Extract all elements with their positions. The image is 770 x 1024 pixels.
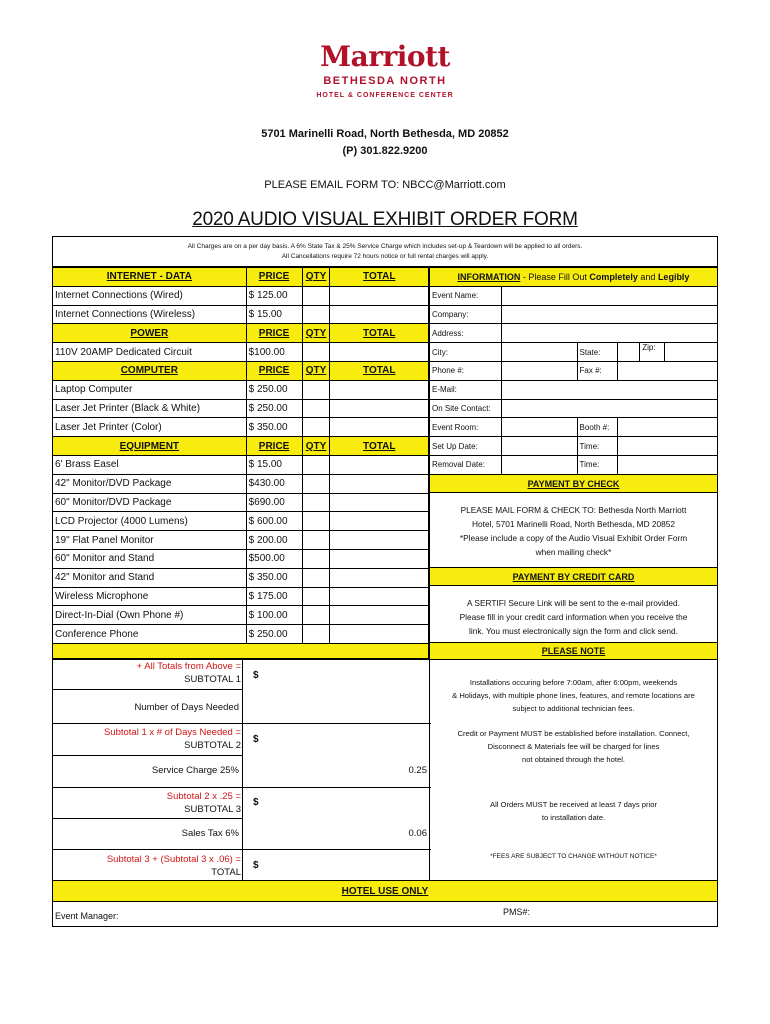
subtotal3-formula: Subtotal 2 x .25 =	[166, 791, 241, 802]
removal-date-field[interactable]	[501, 455, 577, 474]
item-price: $ 100.00	[246, 606, 302, 625]
total-field[interactable]	[330, 568, 429, 587]
total-field[interactable]	[330, 380, 429, 399]
subtotal2-label	[53, 726, 241, 752]
table-row	[53, 455, 429, 474]
qty-header: QTY	[302, 324, 330, 343]
spacer-row	[53, 643, 429, 658]
computer-header	[53, 361, 429, 380]
subtotal3-label	[53, 790, 241, 816]
information-completely: Completely	[589, 271, 638, 282]
payment-check-header: PAYMENT BY CHECK	[429, 474, 718, 493]
qty-field[interactable]	[302, 531, 330, 550]
charges-notice	[52, 236, 718, 267]
note-paragraph-1	[430, 676, 717, 715]
note-line: not obtained through the hotel.	[521, 755, 626, 764]
event-room-field[interactable]	[501, 418, 577, 437]
item-price: $ 350.00	[246, 568, 302, 587]
table-row	[53, 399, 429, 418]
email-field[interactable]	[501, 380, 717, 399]
payment-check-line: when mailing check*	[535, 547, 612, 557]
logo-line2: HOTEL & CONFERENCE CENTER	[316, 92, 454, 99]
sales-tax-label: Sales Tax 6%	[181, 828, 239, 839]
item-price: $ 15.00	[246, 455, 302, 474]
item-name: 110V 20AMP Dedicated Circuit	[53, 343, 247, 362]
information-and: and	[637, 271, 658, 282]
note-line: subject to additional technician fees.	[512, 704, 635, 713]
subtotal2-dollar: $	[253, 734, 259, 745]
qty-field[interactable]	[302, 512, 330, 531]
price-header: PRICE	[246, 268, 302, 287]
power-title: POWER	[53, 324, 247, 343]
item-name: 60" Monitor/DVD Package	[53, 493, 247, 512]
internet-header	[53, 268, 429, 287]
item-name: Laptop Computer	[53, 380, 247, 399]
removal-date-label: Removal Date:	[430, 455, 502, 474]
information-subtitle: - Please Fill Out	[520, 271, 590, 282]
item-name: LCD Projector (4000 Lumens)	[53, 512, 247, 531]
subtotal3-dollar: $	[253, 797, 259, 808]
item-price: $100.00	[246, 343, 302, 362]
address-street: 5701 Marinelli Road, North Bethesda, MD 20852	[261, 128, 509, 140]
item-name: Direct-In-Dial (Own Phone #)	[53, 606, 247, 625]
qty-field[interactable]	[302, 286, 330, 305]
totals-block	[52, 659, 430, 881]
total-field[interactable]	[330, 286, 429, 305]
company-field[interactable]	[501, 305, 717, 324]
payment-card-line: link. You must electronically sign the form and click send.	[469, 626, 678, 636]
table-row	[53, 531, 429, 550]
qty-field[interactable]	[302, 493, 330, 512]
note-line: Disconnect & Materials fee will be charged for lines	[487, 742, 660, 751]
total-dollar: $	[253, 860, 259, 871]
total-header: TOTAL	[330, 361, 429, 380]
item-price: $430.00	[246, 474, 302, 493]
equipment-title: EQUIPMENT	[53, 437, 247, 456]
payment-check-line: PLEASE MAIL FORM & CHECK TO: Bethesda North Marriott	[460, 505, 687, 515]
subtotal2-caption: SUBTOTAL 2	[184, 740, 241, 751]
days-label: Number of Days Needed	[134, 702, 239, 713]
state-label: State:	[577, 343, 617, 362]
note-paragraph-2	[430, 727, 717, 766]
item-name: 19" Flat Panel Monitor	[53, 531, 247, 550]
removal-time-label: Time:	[577, 455, 617, 474]
price-header: PRICE	[246, 437, 302, 456]
fax-field[interactable]	[617, 361, 718, 380]
item-name: 42" Monitor and Stand	[53, 568, 247, 587]
table-row	[53, 568, 429, 587]
note-line: Installations occuring before 7:00am, after 6:00pm, weekends	[469, 678, 678, 687]
total-field[interactable]	[330, 474, 429, 493]
item-price: $ 250.00	[246, 625, 302, 644]
booth-label: Booth #:	[577, 418, 617, 437]
qty-field[interactable]	[302, 549, 330, 568]
logo-line1: BETHESDA NORTH	[323, 75, 447, 87]
note-paragraph-3	[430, 798, 717, 824]
item-name: Laser Jet Printer (Color)	[53, 418, 247, 437]
onsite-contact-label: On Site Contact:	[430, 399, 502, 418]
service-charge-label: Service Charge 25%	[151, 765, 239, 776]
item-name: Wireless Microphone	[53, 587, 247, 606]
qty-field[interactable]	[302, 587, 330, 606]
total-field[interactable]	[330, 418, 429, 437]
table-row	[53, 549, 429, 568]
total-field[interactable]	[330, 606, 429, 625]
items-table	[52, 267, 429, 659]
qty-field[interactable]	[302, 305, 330, 324]
notice-line-1: All Charges are on a per day basis. A 6% State Tax & 25% Service Charge which includes set-up & Teardown will be applied to all orders.	[187, 243, 583, 250]
item-name: Internet Connections (Wireless)	[53, 305, 247, 324]
item-price: $690.00	[246, 493, 302, 512]
item-price: $ 175.00	[246, 587, 302, 606]
qty-field[interactable]	[302, 625, 330, 644]
sales-tax-value: 0.06	[408, 828, 427, 839]
total-field[interactable]	[330, 625, 429, 644]
internet-title: INTERNET - DATA	[53, 268, 247, 287]
payment-card-line: A SERTIFI Secure Link will be sent to the e-mail provided.	[467, 598, 680, 608]
item-price: $ 250.00	[246, 380, 302, 399]
subtotal1-label	[53, 660, 241, 686]
zip-field[interactable]	[665, 343, 718, 362]
please-note-body	[429, 659, 718, 881]
total-field[interactable]	[330, 512, 429, 531]
please-note-header: PLEASE NOTE	[429, 642, 718, 660]
phone-field[interactable]	[501, 361, 577, 380]
price-header: PRICE	[246, 361, 302, 380]
item-price: $ 600.00	[246, 512, 302, 531]
total-header: TOTAL	[330, 268, 429, 287]
setup-time-label: Time:	[577, 437, 617, 456]
marriott-logo	[285, 40, 485, 99]
table-row	[53, 286, 429, 305]
payment-card-body	[429, 585, 718, 643]
state-field[interactable]	[617, 343, 665, 362]
service-charge-value: 0.25	[408, 765, 427, 776]
total-field[interactable]	[330, 549, 429, 568]
information-title: INFORMATION	[457, 271, 521, 282]
qty-field[interactable]	[302, 399, 330, 418]
subtotal3-caption: SUBTOTAL 3	[184, 804, 241, 815]
qty-header: QTY	[302, 437, 330, 456]
qty-field[interactable]	[302, 455, 330, 474]
computer-title: COMPUTER	[53, 361, 247, 380]
table-row	[53, 474, 429, 493]
email-label: E-Mail:	[430, 380, 502, 399]
total-field[interactable]	[330, 305, 429, 324]
fees-notice: *FEES ARE SUBJECT TO CHANGE WITHOUT NOTICE*	[490, 853, 657, 860]
total-formula: Subtotal 3 + (Subtotal 3 x .06) =	[106, 854, 241, 865]
total-field[interactable]	[330, 493, 429, 512]
address-label: Address:	[430, 324, 502, 343]
table-row	[53, 380, 429, 399]
total-caption: TOTAL	[211, 867, 241, 878]
payment-check-line: Hotel, 5701 Marinelli Road, North Bethesda, MD 20852	[472, 519, 675, 529]
booth-field[interactable]	[617, 418, 718, 437]
subtotal1-formula: + All Totals from Above =	[136, 661, 241, 672]
item-name: 60" Monitor and Stand	[53, 549, 247, 568]
note-line: Credit or Payment MUST be established before installation. Connect,	[457, 729, 690, 738]
total-field[interactable]	[330, 399, 429, 418]
qty-field[interactable]	[302, 380, 330, 399]
event-room-label: Event Room:	[430, 418, 502, 437]
payment-check-line: *Please include a copy of the Audio Visual Exhibit Order Form	[459, 533, 688, 543]
onsite-contact-field[interactable]	[501, 399, 717, 418]
total-field[interactable]	[330, 455, 429, 474]
table-row	[53, 625, 429, 644]
table-row	[53, 305, 429, 324]
payment-card-header: PAYMENT BY CREDIT CARD	[429, 567, 718, 586]
item-name: Internet Connections (Wired)	[53, 286, 247, 305]
qty-header: QTY	[302, 268, 330, 287]
total-field[interactable]	[330, 531, 429, 550]
qty-field[interactable]	[302, 568, 330, 587]
total-field[interactable]	[330, 587, 429, 606]
subtotal2-formula: Subtotal 1 x # of Days Needed =	[103, 727, 241, 738]
event-manager-label: Event Manager:	[55, 911, 119, 921]
notice-line-2: All Cancellations require 72 hours notice or full rental charges will apply.	[281, 253, 489, 260]
item-price: $ 15.00	[246, 305, 302, 324]
total-label	[53, 853, 241, 879]
qty-field[interactable]	[302, 418, 330, 437]
event-name-label: Event Name:	[430, 286, 502, 305]
table-row	[53, 418, 429, 437]
payment-check-body	[429, 492, 718, 568]
table-row	[53, 512, 429, 531]
address-phone: (P) 301.822.9200	[342, 145, 428, 157]
information-table	[429, 267, 718, 475]
item-name: Conference Phone	[53, 625, 247, 644]
qty-header: QTY	[302, 361, 330, 380]
hotel-use-header: HOTEL USE ONLY	[52, 880, 718, 902]
item-price: $ 200.00	[246, 531, 302, 550]
subtotal1-caption: SUBTOTAL 1	[184, 674, 241, 685]
days-field[interactable]	[243, 689, 430, 723]
city-label: City:	[430, 343, 502, 362]
table-row	[53, 587, 429, 606]
item-price: $500.00	[246, 549, 302, 568]
information-legibly: Legibly	[657, 271, 690, 282]
equipment-header	[53, 437, 429, 456]
setup-date-label: Set Up Date:	[430, 437, 502, 456]
table-row	[53, 606, 429, 625]
zip-label: Zip:	[639, 343, 664, 361]
total-header: TOTAL	[330, 324, 429, 343]
payment-card-line: Please fill in your credit card information when you receive the	[459, 612, 688, 622]
phone-label: Phone #:	[430, 361, 502, 380]
total-field[interactable]	[330, 343, 429, 362]
qty-field[interactable]	[302, 606, 330, 625]
qty-field[interactable]	[302, 343, 330, 362]
item-name: Laser Jet Printer (Black & White)	[53, 399, 247, 418]
item-name: 42" Monitor/DVD Package	[53, 474, 247, 493]
price-header: PRICE	[246, 324, 302, 343]
note-line: & Holidays, with multiple phone lines, features, and remote locations are	[452, 691, 695, 700]
information-header	[430, 268, 718, 287]
qty-field[interactable]	[302, 474, 330, 493]
logo-brand: Marriott	[320, 40, 450, 73]
item-name: 6' Brass Easel	[53, 455, 247, 474]
item-price: $ 125.00	[246, 286, 302, 305]
pms-label: PMS#:	[503, 907, 531, 917]
event-name-field[interactable]	[501, 286, 717, 305]
item-price: $ 350.00	[246, 418, 302, 437]
form-title: 2020 AUDIO VISUAL EXHIBIT ORDER FORM	[192, 209, 578, 230]
city-field[interactable]	[501, 343, 577, 362]
setup-time-field[interactable]	[617, 437, 718, 456]
hotel-use-row	[52, 901, 718, 927]
fax-label: Fax #:	[577, 361, 617, 380]
address-field[interactable]	[501, 324, 717, 343]
power-header	[53, 324, 429, 343]
email-instruction: PLEASE EMAIL FORM TO: NBCC@Marriott.com	[264, 179, 506, 191]
removal-time-field[interactable]	[617, 455, 718, 474]
note-line: All Orders MUST be received at least 7 days prior	[490, 800, 657, 809]
subtotal1-dollar: $	[253, 670, 259, 681]
table-row	[53, 343, 429, 362]
setup-date-field[interactable]	[501, 437, 577, 456]
item-price: $ 250.00	[246, 399, 302, 418]
table-row	[53, 493, 429, 512]
note-line: to installation date.	[541, 813, 606, 822]
total-header: TOTAL	[330, 437, 429, 456]
company-label: Company:	[430, 305, 502, 324]
